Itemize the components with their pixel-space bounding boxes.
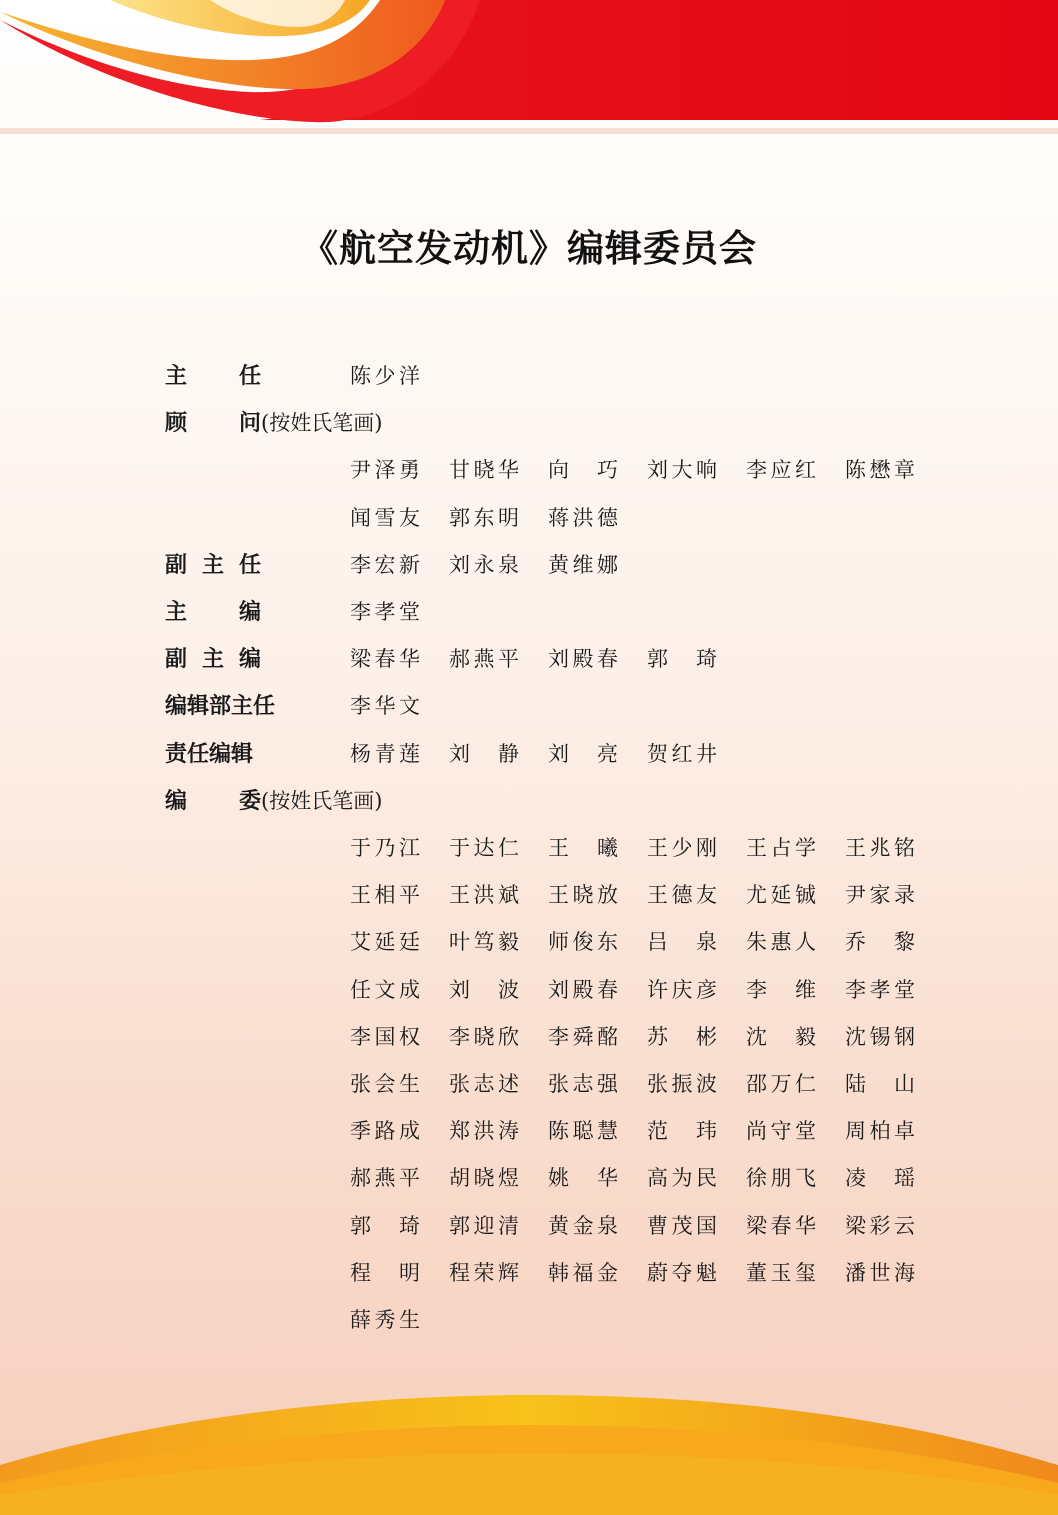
role-label (165, 649, 261, 671)
role-label (165, 741, 254, 767)
member-name: 朱 惠 人 (746, 930, 816, 955)
role-title: 责任编辑 (165, 741, 254, 767)
member-name: 向 巧 (548, 458, 618, 483)
member-name: 叶 笃 毅 (449, 930, 519, 955)
member-name: 王 晓 放 (548, 883, 618, 908)
member-name: 周 柏 卓 (845, 1119, 915, 1144)
member-name: 尹 泽 勇 (350, 458, 420, 483)
member-name: 刘 殿 春 (548, 977, 618, 1002)
member-name: 乔 黎 (845, 930, 915, 955)
member-name: 王 兆 铭 (845, 836, 915, 860)
member-name: 黄 金 泉 (548, 1213, 618, 1238)
member-name: 薛 秀 生 (350, 1308, 420, 1332)
member-name: 刘 殿 春 (548, 647, 618, 672)
member-name: 李 维 (746, 977, 816, 1002)
role-title: 主 任 (165, 364, 261, 389)
member-name: 贺 红 井 (647, 741, 717, 766)
member-name: 李 孝 堂 (350, 600, 420, 624)
member-name: 潘 世 海 (845, 1260, 915, 1285)
member-name: 胡 晓 煜 (449, 1166, 519, 1191)
member-name: 许 庆 彦 (647, 977, 717, 1002)
role-label (165, 413, 382, 435)
member-name: 范 玮 (647, 1119, 717, 1144)
member-name: 董 玉 玺 (746, 1260, 816, 1285)
member-name: 陆 山 (845, 1072, 915, 1096)
role-label (165, 366, 261, 388)
member-name: 郝 燕 平 (449, 647, 519, 672)
role-note: (按姓氏笔画) (261, 788, 383, 813)
member-name: 郭 琦 (350, 1213, 420, 1238)
role-note: (按姓氏笔画) (261, 411, 383, 436)
role-title: 副 主 任 (165, 552, 261, 578)
member-name: 高 为 民 (647, 1166, 717, 1191)
member-name: 程 明 (350, 1260, 420, 1285)
role-label (165, 602, 261, 624)
role-title: 顾 问 (165, 411, 261, 437)
member-name: 郭 东 明 (449, 505, 519, 530)
role-title: 编 委 (165, 788, 261, 814)
member-name: 曹 茂 国 (647, 1213, 717, 1238)
member-name: 梁 春 华 (350, 647, 420, 672)
member-name: 李 晓 欣 (449, 1024, 519, 1049)
member-name: 王 曦 (548, 836, 618, 860)
bottom-decoration (0, 1395, 1058, 1515)
member-name: 于 达 仁 (449, 836, 519, 860)
member-name: 杨 青 莲 (350, 741, 420, 766)
member-name: 陈 聪 慧 (548, 1119, 618, 1144)
member-name: 甘 晓 华 (449, 458, 519, 483)
member-name: 李 应 红 (746, 458, 816, 483)
role-title: 编辑部主任 (165, 694, 276, 720)
member-name: 刘 静 (449, 741, 519, 766)
member-name: 刘 亮 (548, 741, 618, 766)
member-name: 沈 毅 (746, 1024, 816, 1049)
role-label (165, 552, 261, 578)
member-name: 闻 雪 友 (350, 505, 420, 530)
member-name: 艾 延 廷 (350, 930, 420, 955)
member-name: 郝 燕 平 (350, 1166, 420, 1191)
member-name: 王 少 刚 (647, 836, 717, 860)
member-name: 师 俊 东 (548, 930, 618, 955)
member-name: 梁 彩 云 (845, 1213, 915, 1238)
member-name: 张 志 强 (548, 1072, 618, 1096)
member-name: 季 路 成 (350, 1119, 420, 1144)
member-name: 王 洪 斌 (449, 883, 519, 908)
member-name: 苏 彬 (647, 1024, 717, 1049)
member-name: 李 舜 酩 (548, 1024, 618, 1049)
member-name: 蒋 洪 德 (548, 505, 618, 530)
member-name: 李 孝 堂 (845, 977, 915, 1002)
member-name: 刘 波 (449, 977, 519, 1002)
member-name: 尤 延 铖 (746, 883, 816, 908)
member-name: 韩 福 金 (548, 1260, 618, 1285)
member-name: 姚 华 (548, 1166, 618, 1191)
role-title: 主 编 (165, 600, 261, 625)
member-name: 黄 维 娜 (548, 552, 618, 577)
member-name: 李 华 文 (350, 694, 420, 719)
top-decoration (0, 0, 1058, 140)
member-name: 程 荣 辉 (449, 1260, 519, 1285)
member-name: 刘 大 响 (647, 458, 717, 483)
member-name: 王 德 友 (647, 883, 717, 908)
member-name: 王 相 平 (350, 883, 420, 908)
member-name: 张 振 波 (647, 1072, 717, 1096)
member-name: 沈 锡 钢 (845, 1024, 915, 1049)
role-label (165, 788, 383, 814)
role-label (165, 696, 275, 718)
page-title: 《航空发动机》编辑委员会 (301, 226, 757, 270)
member-name: 凌 瑶 (845, 1166, 915, 1191)
member-name: 刘 永 泉 (449, 552, 519, 577)
member-name: 李 国 权 (350, 1024, 420, 1049)
member-name: 尚 守 堂 (746, 1119, 816, 1144)
member-name: 张 会 生 (350, 1072, 420, 1096)
member-name: 郑 洪 涛 (449, 1119, 519, 1144)
member-name: 邵 万 仁 (746, 1072, 816, 1096)
member-name: 吕 泉 (647, 930, 717, 955)
member-name: 陈 少 洋 (350, 364, 420, 388)
member-name: 徐 朋 飞 (746, 1166, 816, 1191)
member-name: 李 宏 新 (350, 552, 420, 577)
member-name: 蔚 夺 魁 (647, 1260, 717, 1285)
member-name: 尹 家 录 (845, 883, 915, 908)
member-name: 郭 琦 (647, 647, 717, 672)
member-name: 张 志 述 (449, 1072, 519, 1096)
member-name: 梁 春 华 (746, 1213, 816, 1238)
member-name: 郭 迎 清 (449, 1213, 519, 1238)
member-name: 于 乃 江 (350, 836, 420, 860)
role-title: 副 主 编 (165, 647, 261, 673)
member-name: 王 占 学 (746, 836, 816, 860)
member-name: 任 文 成 (350, 977, 420, 1002)
member-name: 陈 懋 章 (845, 458, 915, 483)
